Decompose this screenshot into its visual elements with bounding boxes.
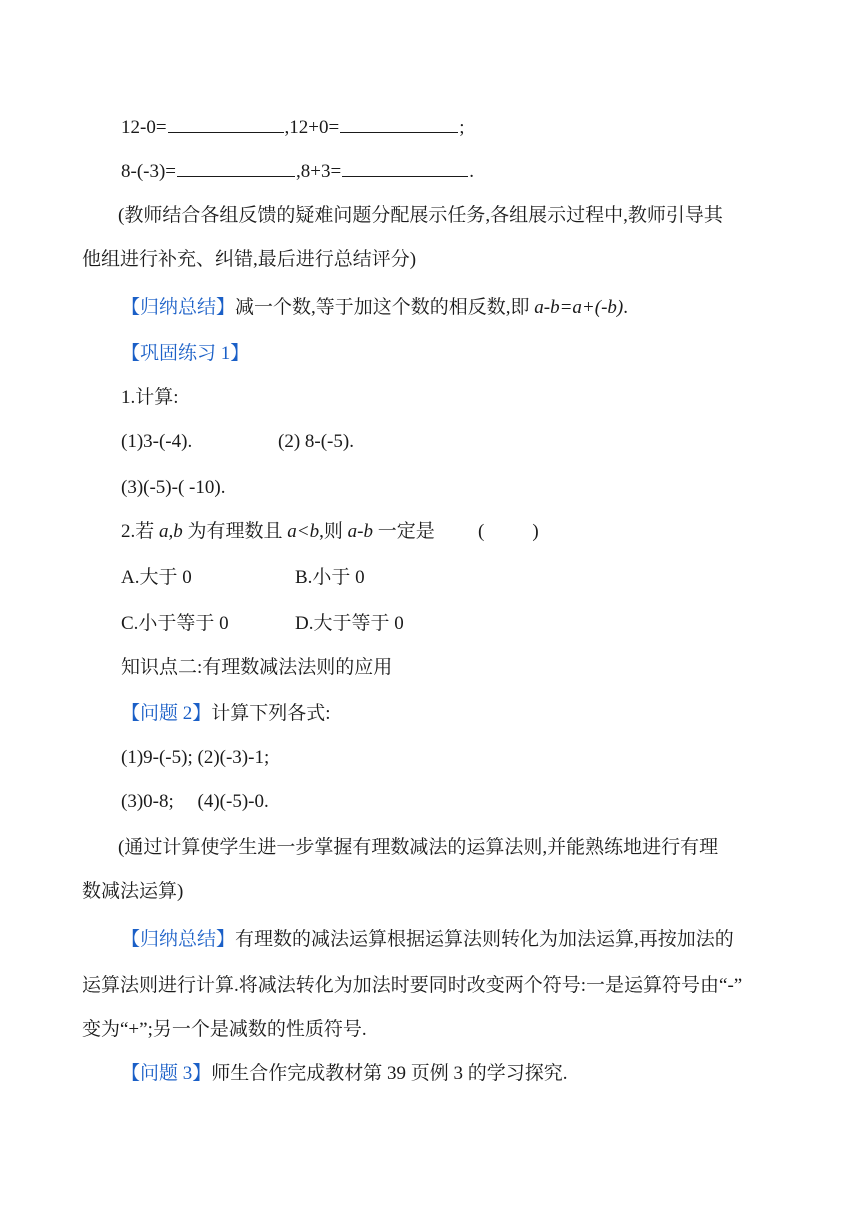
expr-12-plus-0: ,12+0= [284, 117, 340, 138]
problem-3-text: 师生合作完成教材第 39 页例 3 的学习探究. [211, 1063, 568, 1084]
expr-8-plus-3: ,8+3= [296, 161, 342, 182]
teacher-note-2-line-2: 数减法运算) [82, 881, 184, 902]
q2-text: 一定是 [372, 521, 435, 542]
q2-text: 2.若 [121, 521, 160, 542]
problem-2-text: 计算下列各式: [211, 703, 331, 724]
paren-close: ) [532, 521, 539, 542]
option-c: C.小于等于 0 [121, 613, 229, 634]
question-1-title: 1.计算: [121, 387, 179, 408]
q2-var: a-b [347, 521, 373, 542]
blank-row-2 [121, 158, 474, 186]
answer-blank[interactable] [342, 158, 468, 177]
teacher-note-1-line-1: (教师结合各组反馈的疑难问题分配展示任务,各组展示过程中,教师引导其 [118, 205, 723, 226]
problem-2-row-2: (3)0-8; (4)(-5)-0. [121, 791, 269, 812]
q2-var: a,b [159, 521, 183, 542]
problem-2 [121, 700, 331, 728]
question-1-part-1: (1)3-(-4). [121, 431, 193, 452]
summary-label: 【归纳总结】 [121, 929, 236, 950]
question-1-part-3: (3)(-5)-( -10). [121, 477, 226, 498]
problem-2-label: 【问题 2】 [121, 703, 212, 724]
option-b: B.小于 0 [295, 567, 365, 588]
summary-text: 减一个数,等于加这个数的相反数,即 [235, 297, 535, 318]
knowledge-point-2: 知识点二:有理数减法法则的应用 [121, 657, 393, 678]
summary-2-line-2: 运算法则进行计算.将减法转化为加法时要同时改变两个符号:一是运算符号由“-” [82, 975, 743, 996]
summary-label: 【归纳总结】 [121, 297, 236, 318]
summary-2-line-1 [121, 926, 734, 954]
practice-1-label: 【巩固练习 1】 [121, 343, 250, 364]
summary-1 [121, 294, 628, 322]
answer-blank[interactable] [340, 114, 458, 133]
option-d: D.大于等于 0 [295, 613, 404, 634]
summary-formula: a-b=a+(-b) [534, 297, 624, 318]
question-2 [121, 518, 435, 546]
punct: . [623, 297, 628, 318]
summary-2-line-3: 变为“+”;另一个是减数的性质符号. [82, 1019, 367, 1040]
problem-2-row-1: (1)9-(-5); (2)(-3)-1; [121, 747, 270, 768]
answer-paren[interactable] [478, 518, 539, 546]
answer-blank[interactable] [177, 158, 295, 177]
question-1-part-2: (2) 8-(-5). [278, 431, 354, 452]
answer-blank[interactable] [168, 114, 284, 133]
expr-8-minus-neg3: 8-(-3)= [121, 161, 177, 182]
punct: . [469, 161, 474, 182]
problem-3-label: 【问题 3】 [121, 1063, 212, 1084]
punct: ; [459, 117, 465, 138]
q2-var: a<b [287, 521, 320, 542]
option-a: A.大于 0 [121, 567, 192, 588]
summary-text: 有理数的减法运算根据运算法则转化为加法运算,再按加法的 [235, 929, 734, 950]
problem-3 [121, 1060, 568, 1088]
blank-row-1 [121, 114, 465, 142]
teacher-note-1-line-2: 他组进行补充、纠错,最后进行总结评分) [82, 249, 417, 270]
q2-text: 为有理数且 [182, 521, 288, 542]
teacher-note-2-line-1: (通过计算使学生进一步掌握有理数减法的运算法则,并能熟练地进行有理 [118, 837, 719, 858]
q2-text: ,则 [319, 521, 348, 542]
paren-open: ( [478, 521, 485, 542]
expr-12-minus-0: 12-0= [121, 117, 167, 138]
